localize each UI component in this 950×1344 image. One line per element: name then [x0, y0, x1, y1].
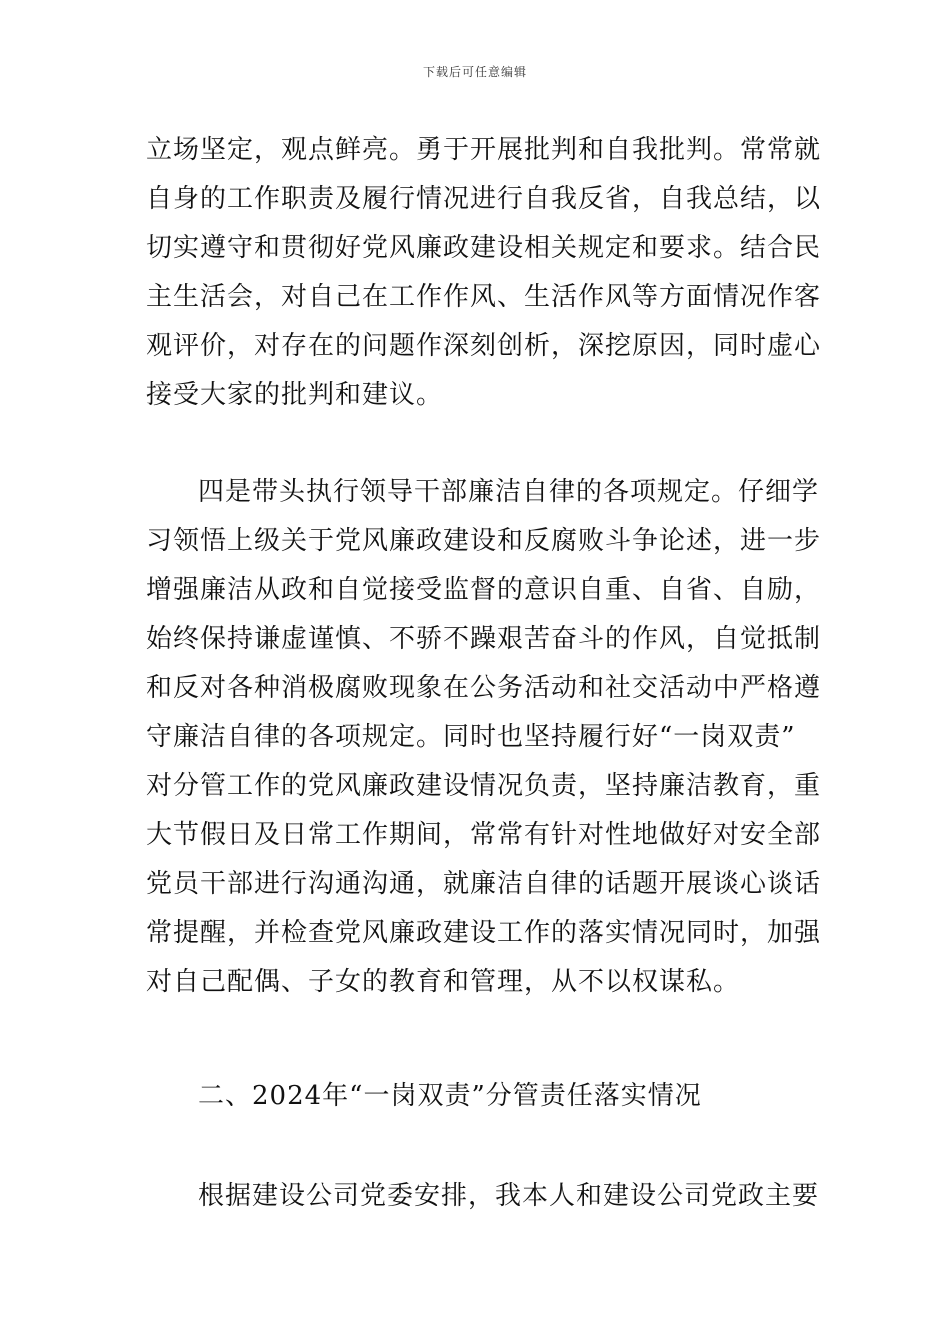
text-line: 主生活会，对自己在工作作风、生活作风等方面情况作客 [146, 282, 822, 312]
text-line: 二、2024年“一岗双责”分管责任落实情况 [198, 1081, 702, 1111]
text-line: 观评价，对存在的问题作深刻创析，深挖原因，同时虚心 [146, 331, 822, 361]
text-line: 对分管工作的党风廉政建设情况负责，坚持廉洁教育，重 [146, 771, 822, 801]
text-line: 始终保持谦虚谨慎、不骄不躁艰苦奋斗的作风，自觉抵制 [146, 624, 822, 654]
text-line: 增强廉洁从政和自觉接受监督的意识自重、自省、自励， [146, 575, 822, 605]
text-line: 常提醒，并检查党风廉政建设工作的落实情况同时，加强 [146, 918, 822, 948]
paragraph-4 [146, 1172, 820, 1221]
paragraph-2 [146, 468, 822, 1007]
text-line: 四是带头执行领导干部廉洁自律的各项规定。仔细学 [198, 477, 820, 507]
text-line: 大节假日及日常工作期间，常常有针对性地做好对安全部 [146, 820, 822, 850]
text-line: 守廉洁自律的各项规定。同时也坚持履行好“一岗双责” [146, 722, 796, 752]
text-line: 对自己配偶、子女的教育和管理，从不以权谋私。 [146, 967, 741, 997]
text-line: 和反对各种消极腐败现象在公务活动和社交活动中严格遵 [146, 673, 822, 703]
text-line: 立场坚定，观点鲜亮。勇于开展批判和自我批判。常常就 [146, 135, 822, 165]
text-line: 切实遵守和贯彻好党风廉政建设相关规定和要求。结合民 [146, 233, 822, 263]
text-line: 党员干部进行沟通沟通，就廉洁自律的话题开展谈心谈话 [146, 869, 822, 899]
page-header: 下载后可任意编辑 [422, 65, 527, 79]
text-line: 习领悟上级关于党风廉政建设和反腐败斗争论述，进一步 [146, 526, 822, 556]
text-line: 根据建设公司党委安排，我本人和建设公司党政主要 [198, 1181, 820, 1211]
text-line: 自身的工作职责及履行情况进行自我反省，自我总结，以 [146, 184, 822, 214]
text-line: 接受大家的批判和建议。 [146, 380, 444, 410]
paragraph-1 [146, 126, 822, 420]
section-heading [146, 1072, 816, 1121]
